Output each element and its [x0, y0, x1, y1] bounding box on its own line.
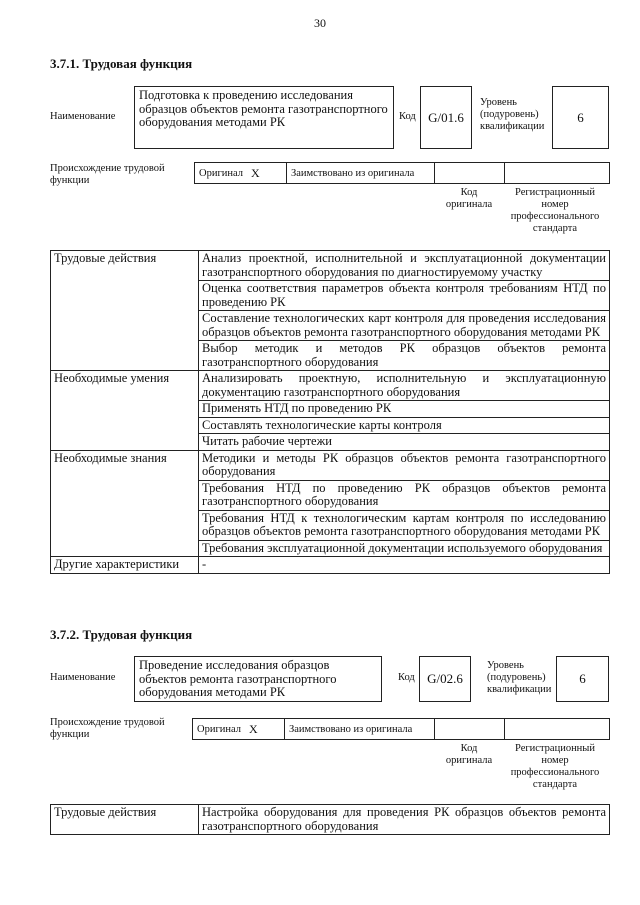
row-item: Выбор методик и методов РК образцов объектов ремонта газотранспортного оборудования [199, 341, 610, 371]
origin-mark: X [251, 165, 260, 180]
row-item: Составлять технологические карты контроля [199, 417, 610, 434]
function-name-box: Подготовка к проведению исследования образцов объектов ремонта газотранспортного оборудования методами РК [134, 86, 394, 149]
function-name-box: Проведение исследования образцов объектов ремонта газотранспортного оборудования методами РК [134, 656, 382, 702]
origin-original-cell [195, 163, 287, 183]
section-title: 3.7.2. Трудовая функция [50, 627, 193, 642]
code-box: G/01.6 [420, 86, 472, 149]
table-row [51, 371, 610, 401]
code-label: Код [399, 111, 416, 122]
caption-code: Код оригинала [445, 187, 493, 210]
row-item: Читать рабочие чертежи [199, 434, 610, 451]
origin-label: Происхождение трудовой функции [50, 163, 165, 186]
caption-reg: Регистрационный номер профессионального стандарта [510, 743, 600, 790]
origin-original-text: Оригинал [199, 167, 243, 179]
caption-code: Код оригинала [445, 743, 493, 766]
row-category: Трудовые действия [51, 251, 199, 371]
table-row [51, 557, 610, 574]
origin-original-text: Оригинал [197, 723, 241, 735]
row-category: Необходимые умения [51, 371, 199, 451]
code-label: Код [398, 672, 415, 683]
row-item: Требования НТД к технологическим картам контроля по исследованию образцов объектов ремонта газотранспортного оборудования методами РК [199, 510, 610, 540]
level-label: Уровень (подуровень) квалификации [480, 97, 545, 132]
origin-code-cell [435, 163, 505, 183]
row-category: Необходимые знания [51, 450, 199, 557]
caption-reg: Регистрационный номер профессионального стандарта [510, 187, 600, 234]
origin-reg-cell [505, 719, 609, 739]
row-item: Оценка соответствия параметров объекта контроля требованиям НТД по проведению РК [199, 281, 610, 311]
origin-reg-cell [505, 163, 609, 183]
level-box: 6 [556, 656, 609, 702]
row-category: Трудовые действия [51, 805, 199, 835]
origin-row [192, 718, 610, 740]
origin-row [194, 162, 610, 184]
row-item: Требования эксплуатационной документации используемого оборудования [199, 540, 610, 557]
origin-borrowed-cell: Заимствовано из оригинала [287, 163, 435, 183]
origin-original-cell [193, 719, 285, 739]
row-item: Применять НТД по проведению РК [199, 401, 610, 418]
function-table [50, 250, 610, 574]
function-table [50, 804, 610, 835]
table-row [51, 251, 610, 281]
code-box: G/02.6 [419, 656, 471, 702]
page-number: 30 [314, 16, 326, 30]
row-item: Анализ проектной, исполнительной и эксплуатационной документации газотранспортного оборудования по диагностируемому участку [199, 251, 610, 281]
name-label: Наименование [50, 672, 116, 683]
table-row [51, 450, 610, 480]
name-label: Наименование [50, 111, 116, 122]
section-title: 3.7.1. Трудовая функция [50, 56, 193, 71]
row-item: Составление технологических карт контроля для проведения исследования образцов объектов ремонта газотранспортного оборудования методами РК [199, 311, 610, 341]
origin-code-cell [435, 719, 505, 739]
origin-mark: X [249, 721, 258, 736]
row-item: Методики и методы РК образцов объектов ремонта газотранспортного оборудования [199, 450, 610, 480]
row-item: Анализировать проектную, исполнительную и эксплуатационную документацию газотранспортного оборудования [199, 371, 610, 401]
level-box: 6 [552, 86, 609, 149]
level-label: Уровень (подуровень) квалификации [487, 660, 552, 695]
row-item: Настройка оборудования для проведения РК образцов объектов ремонта газотранспортного оборудования [199, 805, 610, 835]
origin-borrowed-cell: Заимствовано из оригинала [285, 719, 435, 739]
row-category: Другие характеристики [51, 557, 199, 574]
row-item: - [199, 557, 610, 574]
row-item: Требования НТД по проведению РК образцов объектов ремонта газотранспортного оборудования [199, 480, 610, 510]
table-row [51, 805, 610, 835]
origin-label: Происхождение трудовой функции [50, 717, 165, 740]
